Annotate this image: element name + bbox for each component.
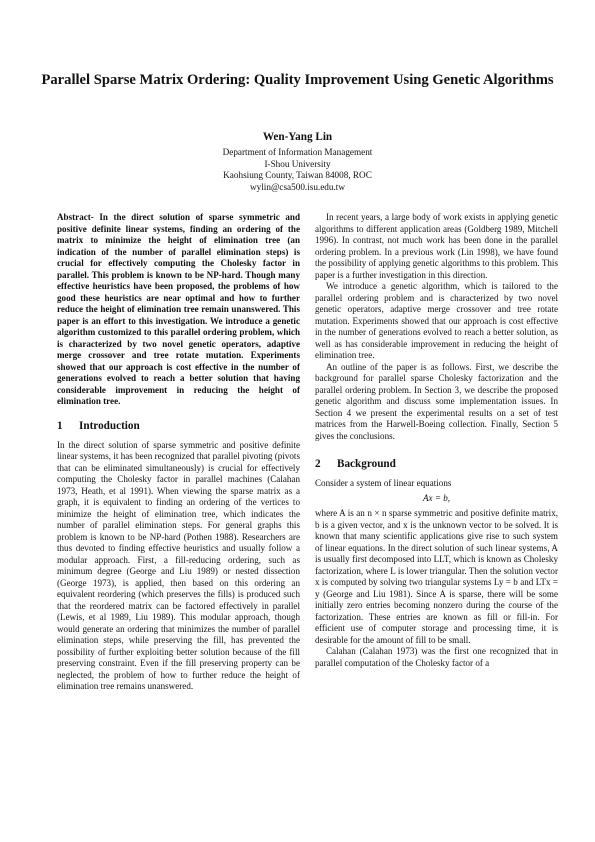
paragraph: An outline of the paper is as follows. First, we describe the background for parallel sparse Cholesky factorization and the parallel ordering problem. In Section 3, we describe the proposed genetic algorithm and discuss some implementation issues. In Section 4 we present the experimental results on a set of test matrices from the Harwell-Boeing collection. Finally, Section 5 gives the conclusions. [315, 361, 558, 441]
section-number: 2 [315, 458, 321, 470]
abstract: Abstract- In the direct solution of sparse symmetric and positive definite linear systems, finding an ordering of the matrix to minimize the height of elimination tree (an indication of the number of parallel elimination steps) is crucial for effectively computing the Cholesky factor in parallel. This problem is known to be NP-hard. Though many effective heuristics have been proposed, the problems of how good these heuristics are near optimal and how to further reduce the height of elimination tree remain unanswered. This paper is an effort to this investigation. We introduce a genetic algorithm customized to this parallel ordering problem, which is characterized by two novel genetic operators, adaptive merge crossover and tree rotate mutation. Experiments showed that our approach is cost effective in the number of generations evolved to reach a better solution that having considerable improvement in reducing the height of elimination tree. [57, 212, 300, 406]
paragraph: Consider a system of linear equations [315, 478, 452, 488]
paragraph: We introduce a genetic algorithm, which is tailored to the parallel ordering problem and is characterized by two novel genetic operators, adaptive merge crossover and tree rotate mutation. Experiments showed that our approach is cost effective in the number of generations evolved to reach a better solution, as well as has considerable improvement in reducing the height of elimination tree. [315, 281, 558, 360]
author-name: Wen-Yang Lin [262, 131, 333, 143]
section-1-heading [57, 419, 300, 433]
author-university: I-Shou University [264, 158, 331, 169]
paper-title: Parallel Sparse Matrix Ordering: Quality Improvement Using Genetic Algorithms [41, 72, 554, 88]
paragraph: In the direct solution of sparse symmetric and positive definite linear systems, it has been recognized that parallel pivoting (pivots that can be eliminated simultaneously) is crucial for effectively computing the Cholesky factor in parallel machines (Calahan 1973, Heath, et al 1991). When viewing the sparse matrix as a graph, it is equivalent to finding an ordering of the vertices to minimize the height of elimination tree, which indicates the number of parallel elimination steps. For general graphs this problem is known to be NP-hard (Pothen 1988). Researchers are thus devoted to finding effective heuristics and usually follow a modular approach. First, a fill-reducing ordering, such as minimum degree (George and Liu 1989) or nested dissection (George 1973), is applied, then based on this ordering an equivalent reordering (which preserves the fills) is produced such that the reordered matrix can be factored effectively in parallel (Lewis, et al 1989, Liu 1989). This modular approach, though would generate an ordering that minimizes the number of parallel elimination steps, while preserving the fill, has prevented the possibility of further exploiting better solution because of the fill preserving constraint. Even if the fill preserving property can be neglected, the problem of how to further reduce the height of elimination tree remains unanswered. [57, 439, 300, 691]
paragraph: Calahan (Calahan 1973) was the first one recognized that in parallel computation of the Cholesky factor of a [315, 646, 558, 668]
paragraph: In recent years, a large body of work exists in applying genetic algorithms to different application areas (Goldberg 1989, Mitchell 1996). In contrast, not much work has been done in the parallel ordering problem. In a previous work (Lin 1998), we have found the possibility of applying genetic algorithms to this problem. This paper is a further investigation in this direction. [315, 212, 558, 280]
author-address: Kaohsiung County, Taiwan 84008, ROC [223, 170, 372, 181]
left-column [57, 212, 300, 693]
section-title: Introduction [79, 419, 140, 432]
right-column [315, 212, 558, 669]
section-number: 1 [57, 419, 63, 432]
equation: Ax = b, [422, 492, 451, 503]
author-block [40, 130, 555, 193]
section-2-heading [315, 457, 558, 471]
paragraph: where A is an n × n sparse symmetric and positive definite matrix, b is a given vector, and x is the unknown vector to be solved. It is known that many scientific applications give rise to such system of linear equations. In the direct solution of such linear systems, A is usually first decomposed into LLT, which is known as Cholesky factorization, where L is lower triangular. Then the solution vector x is computed by solving two triangular systems Ly = b and LTx = y (George and Liu 1981). Since A is sparse, there will be some initially zero entries becoming nonzero during the course of the factorization. These entries are known as fill or fill-in. For efficient use of computer storage and processing time, it is desirable for the amount of fill to be small. [315, 508, 558, 645]
author-department: Department of Information Management [222, 147, 373, 157]
author-email: wylin@csa500.isu.edu.tw [250, 181, 345, 192]
section-title: Background [337, 458, 396, 470]
